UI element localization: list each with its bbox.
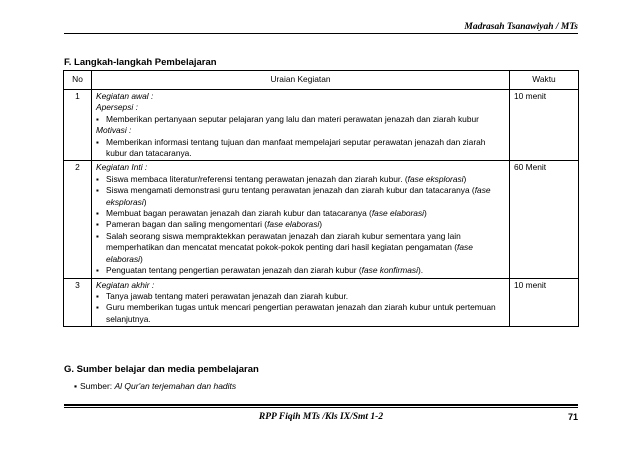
- page-number: 71: [567, 412, 578, 422]
- table-row: [64, 90, 579, 161]
- list-item: ▪ Tanya jawab tentang materi perawatan jenazah dan ziarah kubur.: [96, 291, 505, 302]
- row-number: 1: [64, 90, 92, 161]
- row-duration: 10 menit: [510, 90, 579, 161]
- phase-tag: fase elaborasi: [267, 219, 320, 230]
- source-label: Sumber:: [80, 381, 115, 391]
- list-item: ▪ Siswa mengamati demonstrasi guru tentang perawatan jenazah dan ziarah kubur dan tatacaranya (fase eksplorasi): [96, 185, 505, 208]
- row-title: Kegiatan Inti :: [96, 162, 148, 173]
- table-row: [64, 278, 579, 327]
- list-item: ▪ Penguatan tentang pengertian perawatan jenazah dan ziarah kubur (fase konfirmasi).: [96, 265, 505, 276]
- row-title: Kegiatan awal :: [96, 91, 154, 101]
- list-item: ▪ Memberikan informasi tentang tujuan dan manfaat mempelajari seputar perawatan jenazah dan ziarah kubur dan tatacaranya.: [96, 137, 505, 160]
- phase-tag: fase elaborasi: [371, 208, 425, 219]
- col-header-kegiatan: Uraian Kegiatan: [92, 71, 510, 90]
- list-item: ▪ Memberikan pertanyaan seputar pelajaran yang lalu dan materi perawatan jenazah dan ziarah kubur: [96, 114, 505, 125]
- list-item: ▪ Salah seorang siswa mempraktekkan perawatan jenazah dan ziarah kubur sementara yang lain memperhatikan dan mencatat mencatat pokok-pokok penting dari hasil kegiatan pengamatan (fase elaborasi): [96, 231, 505, 265]
- list-item: ▪ Membuat bagan perawatan jenazah dan ziarah kubur dan tatacaranya (fase elaborasi): [96, 208, 505, 219]
- bullet-list: [96, 137, 505, 160]
- page-header: [64, 22, 578, 36]
- row-content: [92, 90, 510, 161]
- footer-rule-thin: [64, 407, 578, 408]
- row-duration: 60 Menit: [510, 161, 579, 278]
- header-rule: [64, 33, 578, 34]
- phase-tag: fase eksplorasi: [106, 185, 491, 207]
- list-item: ▪ Siswa membaca literatur/referensi tentang perawatan jenazah dan ziarah kubur. (fase eksplorasi): [96, 174, 505, 185]
- header-title: Madrasah Tsanawiyah / MTs: [460, 22, 578, 32]
- row-content: [92, 161, 510, 278]
- footer-rule-thick: [64, 404, 578, 406]
- table-row: [64, 161, 579, 278]
- row-content: [92, 278, 510, 327]
- table-header-row: [64, 71, 579, 90]
- row-title: Kegiatan akhir :: [96, 279, 155, 290]
- phase-tag: fase eksplorasi: [407, 173, 464, 184]
- page-footer: [64, 404, 578, 424]
- lesson-steps-table: [63, 70, 579, 327]
- phase-tag: fase konfirmasi: [361, 265, 418, 276]
- row-duration: 10 menit: [510, 278, 579, 327]
- source-line: [74, 381, 236, 391]
- bullet-list: [96, 114, 505, 125]
- row-number: 3: [64, 278, 92, 327]
- list-item: ▪ Guru memberikan tugas untuk mencari pengertian perawatan jenazah dan ziarah kubur untuk pertemuan selanjutnya.: [96, 302, 505, 325]
- bullet-list: [96, 174, 505, 277]
- col-header-waktu: Waktu: [510, 71, 579, 90]
- subheading-apersepsi: Apersepsi :: [96, 102, 138, 113]
- source-value: Al Qur'an terjemahan dan hadits: [114, 381, 237, 391]
- col-header-no: No: [64, 71, 92, 90]
- phase-tag: fase elaborasi: [106, 242, 473, 264]
- bullet-list: [96, 291, 505, 325]
- section-f-title: F. Langkah-langkah Pembelajaran: [64, 57, 217, 68]
- section-g-title: G. Sumber belajar dan media pembelajaran: [64, 364, 259, 375]
- footer-text: RPP Fiqih MTs /Kls IX/Smt 1-2: [258, 412, 384, 422]
- list-item: ▪ Pameran bagan dan saling mengomentari (fase elaborasi): [96, 219, 505, 230]
- subheading-motivasi: Motivasi :: [96, 125, 132, 136]
- row-number: 2: [64, 161, 92, 278]
